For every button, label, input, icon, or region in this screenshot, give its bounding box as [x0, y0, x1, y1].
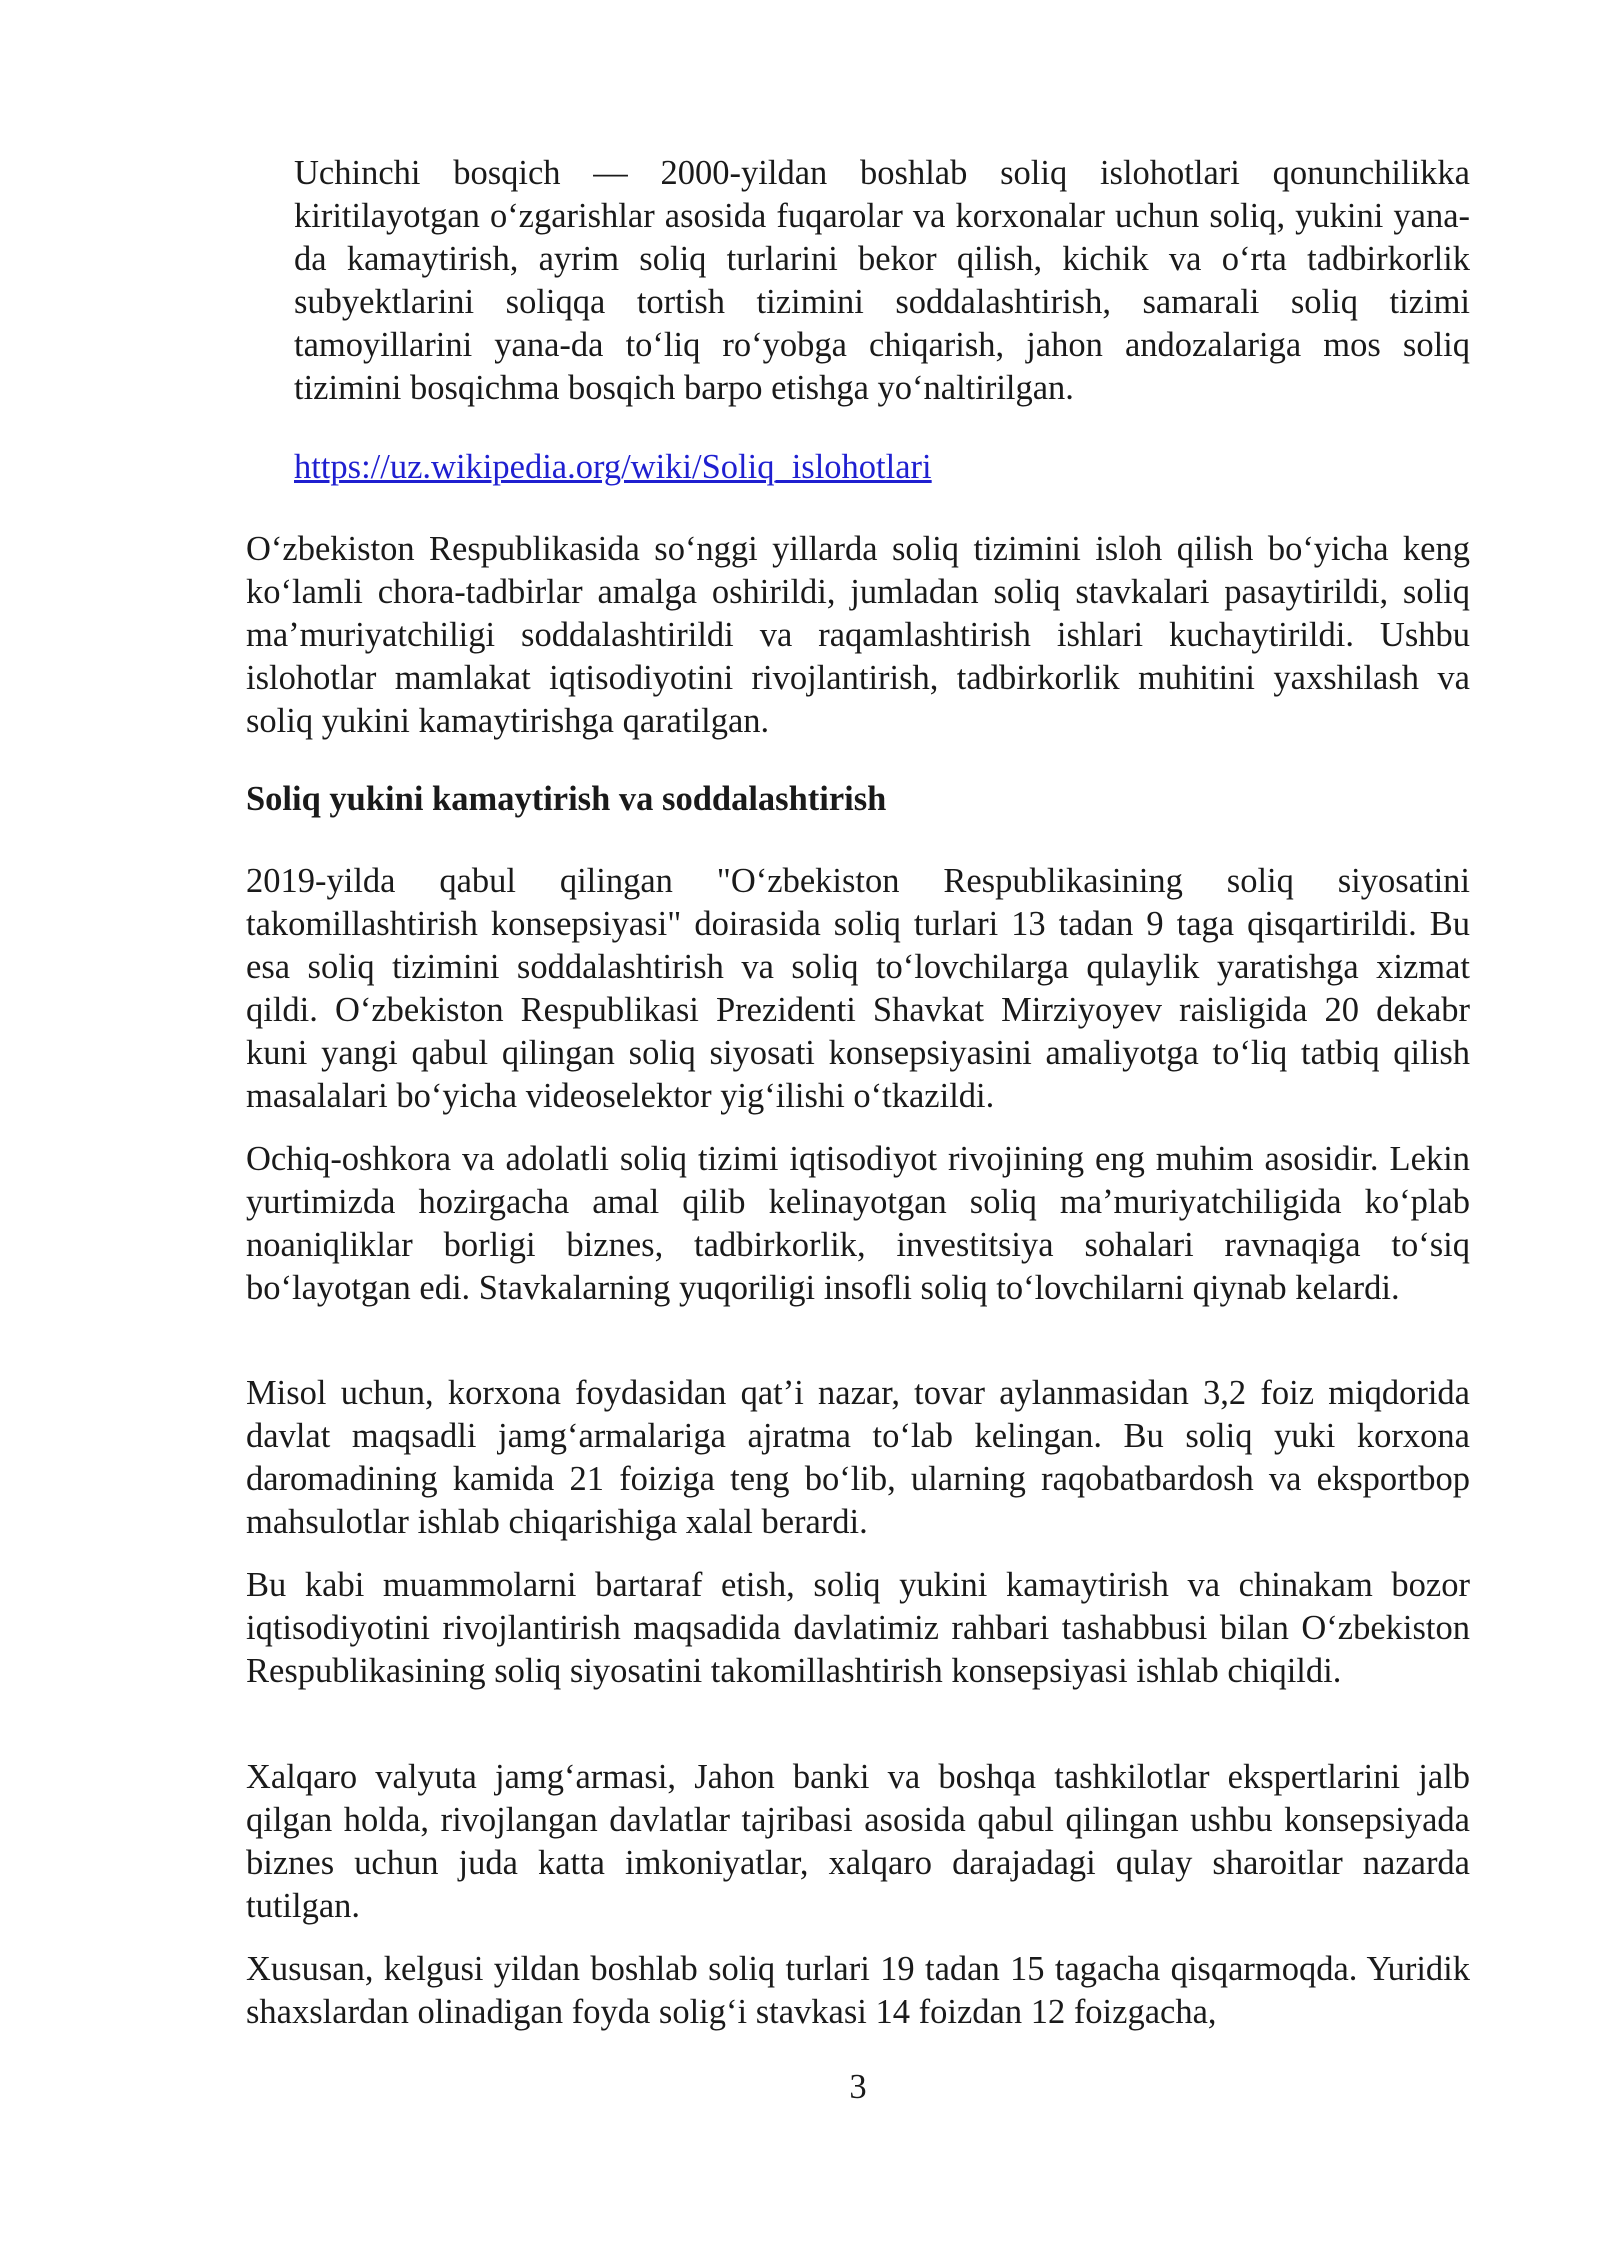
body-paragraph: Misol uchun, korxona foydasidan qatʼi nazar, tovar aylanmasidan 3,2 foiz miqdorida davlat maqsadli jamgʻarmalariga ajratma toʻlab kelingan. Bu soliq yuki korxona daromadining kamida 21 foiziga teng boʻlib, ularning raqobatbardosh va eksportbop mahsulotlar ishlab chiqarishiga xalal berardi. [246, 1374, 1470, 1541]
page-number: 3 [849, 2068, 867, 2106]
section-heading: Soliq yukini kamaytirish va soddalashtirish [246, 780, 887, 818]
body-paragraph: Ochiq-oshkora va adolatli soliq tizimi iqtisodiyot rivojining eng muhim asosidir. Lekin yurtimizda hozirgacha amal qilib kelinayotgan soliq maʼmuriyatchiligida koʻplab noaniqliklar borligi biznes, tadbirkorlik, investitsiya sohalari ravnaqiga toʻsiq boʻlayotgan edi. Stavkalarning yuqoriligi insofli soliq toʻlovchilarni qiynab kelardi. [246, 1140, 1470, 1307]
intro-paragraph: Uchinchi bosqich — 2000-yildan boshlab soliq islohotlari qonunchilikka kiritilayotgan oʻzgarishlar asosida fuqarolar va korxonalar uchun soliq, yukini yana-da kamaytirish, ayrim soliq turlarini bekor qilish, kichik va oʻrta tadbirkorlik subyektlarini soliqqa tortish tizimini soddalashtirish, samarali soliq tizimi tamoyillarini yana-da toʻliq roʻyobga chiqarish, jahon andozalariga mos soliq tizimini bosqichma bosqich barpo etishga yoʻnaltirilgan. [294, 154, 1470, 407]
body-paragraph: Xalqaro valyuta jamgʻarmasi, Jahon banki va boshqa tashkilotlar ekspertlarini jalb qilgan holda, rivojlangan davlatlar tajribasi asosida qabul qilingan ushbu konsepsiyada biznes uchun juda katta imkoniyatlar, xalqaro darajadagi qulay sharoitlar nazarda tutilgan. [246, 1758, 1470, 1925]
lead-paragraph: Oʻzbekiston Respublikasida soʻnggi yillarda soliq tizimini isloh qilish boʻyicha keng koʻlamli chora-tadbirlar amalga oshirildi, jumladan soliq stavkalari pasaytirildi, soliq maʼmuriyatchiligi soddalashtirildi va raqamlashtirish ishlari kuchaytirildi. Ushbu islohotlar mamlakat iqtisodiyotini rivojlantirish, tadbirkorlik muhitini yaxshilash va soliq yukini kamaytirishga qaratilgan. [246, 530, 1470, 740]
body-paragraph: 2019-yilda qabul qilingan "Oʻzbekiston Respublikasining soliq siyosatini takomillashtirish konsepsiyasi" doirasida soliq turlari 13 tadan 9 taga qisqartirildi. Bu esa soliq tizimini soddalashtirish va soliq toʻlovchilarga qulaylik yaratishga xizmat qildi. Oʻzbekiston Respublikasi Prezidenti Shavkat Mirziyoyev raisligida 20 dekabr kuni yangi qabul qilingan soliq siyosati konsepsiyasini amaliyotga toʻliq tatbiq qilish masalalari boʻyicha videoselektor yigʻilishi oʻtkazildi. [246, 862, 1470, 1115]
body-paragraph: Bu kabi muammolarni bartaraf etish, soliq yukini kamaytirish va chinakam bozor iqtisodiyotini rivojlantirish maqsadida davlatimiz rahbari tashabbusi bilan Oʻzbekiston Respublikasining soliq siyosatini takomillashtirish konsepsiyasi ishlab chiqildi. [246, 1566, 1470, 1690]
source-link-anchor[interactable]: https://uz.wikipedia.org/wiki/Soliq_islohotlari [294, 448, 932, 486]
source-link[interactable] [294, 446, 1470, 489]
body-paragraph: Xususan, kelgusi yildan boshlab soliq turlari 19 tadan 15 tagacha qisqarmoqda. Yuridik shaxslardan olinadigan foyda soligʻi stavkasi 14 foizdan 12 foizgacha, [246, 1950, 1470, 2031]
